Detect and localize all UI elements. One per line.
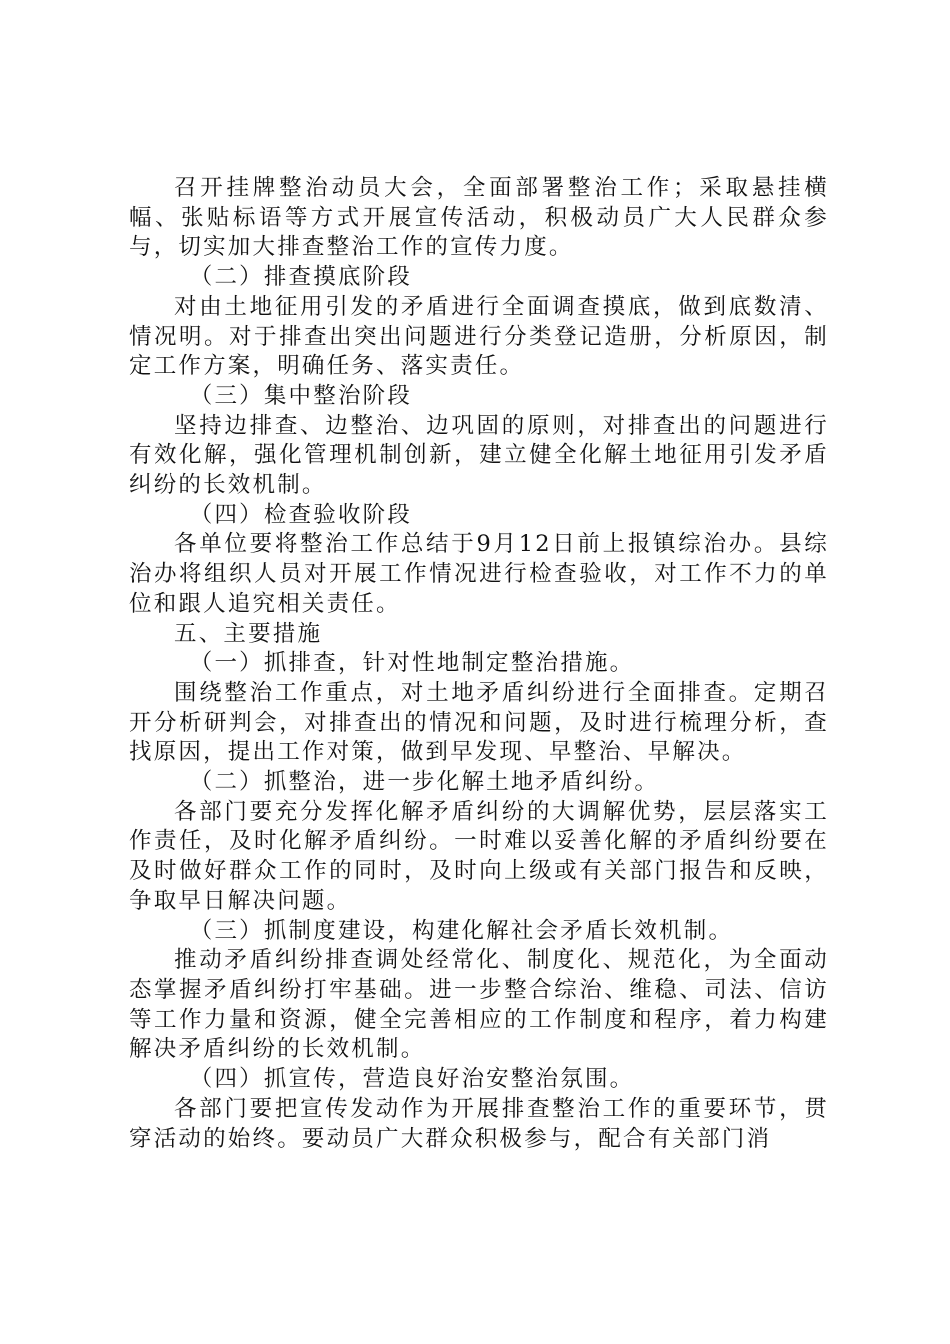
heading-measure-resolution: （二）抓整治，进一步化解土地矛盾纠纷。 xyxy=(189,769,660,796)
paragraph-system: 推动矛盾纠纷排查调处经常化、制度化、规范化，为全面动态掌握矛盾纠纷打牢基础。进一步整合综治、维稳、司法、信访等工作力量和资源，健全完善相应的工作制度和程序，着力构建解决矛盾纠纷的长效机制。 xyxy=(129,947,829,1063)
heading-measure-investigation: （一）抓排查，针对性地制定整治措施。 xyxy=(189,650,635,677)
paragraph-survey: 对由土地征用引发的矛盾进行全面调查摸底，做到底数清、情况明。对于排查出突出问题进行分类登记造册，分析原因，制定工作方案，明确任务、落实责任。 xyxy=(129,293,829,380)
heading-main-measures: 五、主要措施 xyxy=(174,620,323,647)
document-body xyxy=(129,174,829,1154)
heading-measure-system: （三）抓制度建设，构建化解社会矛盾长效机制。 xyxy=(189,917,734,944)
heading-rectification-stage: （三）集中整治阶段 xyxy=(189,382,413,409)
heading-survey-stage: （二）排查摸底阶段 xyxy=(189,264,413,291)
heading-inspection-stage: （四）检查验收阶段 xyxy=(189,501,413,528)
paragraph-inspection: 各单位要将整治工作总结于9月12日前上报镇综治办。县综治办将组织人员对开展工作情况进行检查验收，对工作不力的单位和跟人追究相关责任。 xyxy=(129,531,829,617)
paragraph-publicity: 召开挂牌整治动员大会，全面部署整治工作；采取悬挂横幅、张贴标语等方式开展宣传活动，积极动员广大人民群众参与，切实加大排查整治工作的宣传力度。 xyxy=(129,175,829,261)
paragraph-publicity-measure: 各部门要把宣传发动作为开展排查整治工作的重要环节，贯穿活动的始终。要动员广大群众积极参与，配合有关部门消 xyxy=(129,1095,829,1152)
paragraph-investigation: 围绕整治工作重点，对土地矛盾纠纷进行全面排查。定期召开分析研判会，对排查出的情况和问题，及时进行梳理分析，查找原因，提出工作对策，做到早发现、早整治、早解决。 xyxy=(129,679,829,766)
paragraph-resolution: 各部门要充分发挥化解矛盾纠纷的大调解优势，层层落实工作责任，及时化解矛盾纠纷。一时难以妥善化解的矛盾纠纷要在及时做好群众工作的同时，及时向上级或有关部门报告和反映，争取早日解决问题。 xyxy=(129,798,829,914)
heading-measure-publicity: （四）抓宣传，营造良好治安整治氛围。 xyxy=(189,1066,635,1093)
paragraph-rectification: 坚持边排查、边整治、边巩固的原则，对排查出的问题进行有效化解，强化管理机制创新，建立健全化解土地征用引发矛盾纠纷的长效机制。 xyxy=(129,412,829,499)
